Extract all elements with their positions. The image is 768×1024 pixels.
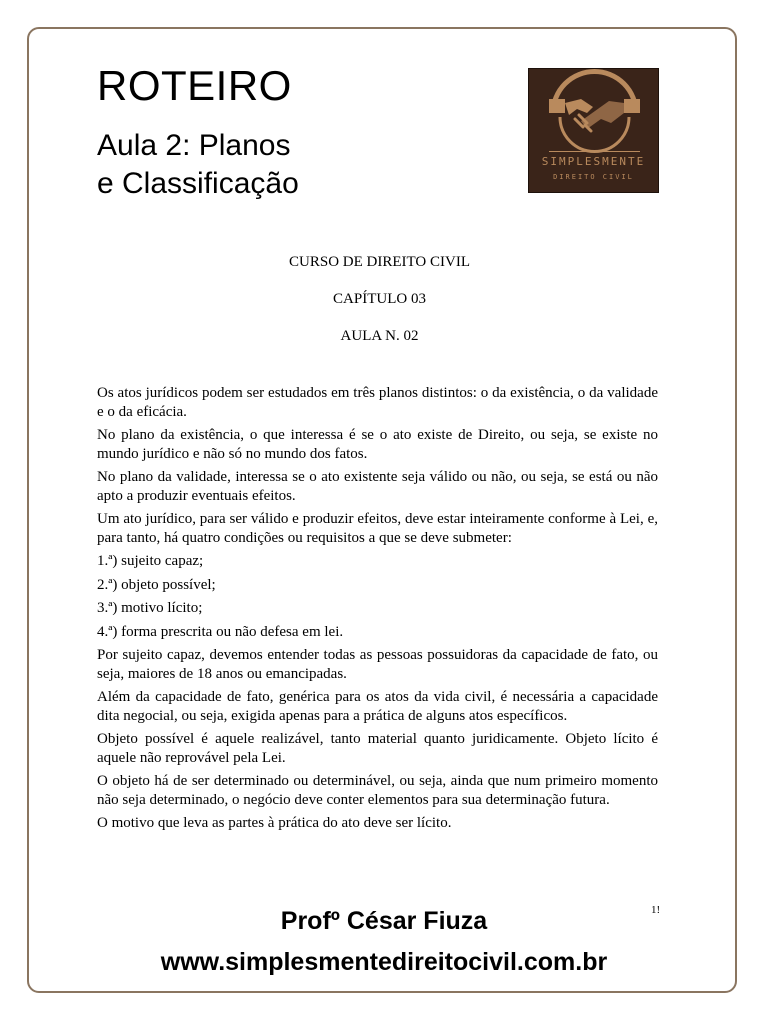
paragraph: Por sujeito capaz, devemos entender todas as pessoas possuidoras da capacidade de fato, ou seja, maiores de 18 anos ou emancipadas. <box>97 647 658 682</box>
page-title: ROTEIRO <box>97 62 292 109</box>
brand-logo <box>528 68 659 193</box>
paragraph: O objeto há de ser determinado ou determinável, ou seja, ainda que num primeiro momento não seja determinado, o negócio deve conter elementos para sua determinação futura. <box>97 773 658 808</box>
list-item: 4.ª) forma prescrita ou não defesa em lei. <box>97 623 344 640</box>
body-text <box>97 384 658 838</box>
page-number: 1! <box>651 904 661 916</box>
paragraph: Os atos jurídicos podem ser estudados em três planos distintos: o da existência, o da validade e o da eficácia. <box>97 385 658 420</box>
author-name: Profº César Fiuza <box>280 907 488 935</box>
lesson-number: AULA N. 02 <box>340 328 419 344</box>
course-name: CURSO DE DIREITO CIVIL <box>289 254 470 270</box>
paragraph: Objeto possível é aquele realizável, tanto material quanto juridicamente. Objeto lícito é aquele não reprovável pela Lei. <box>97 731 658 766</box>
paragraph: Um ato jurídico, para ser válido e produzir efeitos, deve estar inteiramente conforme à Lei, e, para tanto, há quatro condições ou requisitos a que se deve submeter: <box>97 511 658 546</box>
chapter-number: CAPÍTULO 03 <box>333 291 426 307</box>
list-item: 2.ª) objeto possível; <box>97 576 216 593</box>
paragraph: No plano da validade, interessa se o ato existente seja válido ou não, ou seja, se está ou não apto a produzir eventuais efeitos. <box>97 469 658 504</box>
logo-name: SIMPLESMENTE <box>541 155 646 168</box>
website-url: www.simplesmentedireitocivil.com.br <box>160 948 608 976</box>
list-item: 1.ª) sujeito capaz; <box>97 553 204 569</box>
logo-tagline: DIREITO CIVIL <box>553 173 634 181</box>
page-subtitle <box>97 127 299 203</box>
subtitle-line-2: e Classificação <box>97 167 299 200</box>
paragraph: O motivo que leva as partes à prática do ato deve ser lícito. <box>97 815 452 831</box>
subtitle-line-1: Aula 2: Planos <box>97 129 291 162</box>
list-item: 3.ª) motivo lícito; <box>97 600 203 616</box>
paragraph: Além da capacidade de fato, genérica para os atos da vida civil, é necessária a capacidade dita negocial, ou seja, exigida apenas para a prática de alguns atos específicos. <box>97 689 658 724</box>
paragraph: No plano da existência, o que interessa é se o ato existe de Direito, ou seja, se existe no mundo jurídico e não só no mundo dos fatos. <box>97 427 658 462</box>
